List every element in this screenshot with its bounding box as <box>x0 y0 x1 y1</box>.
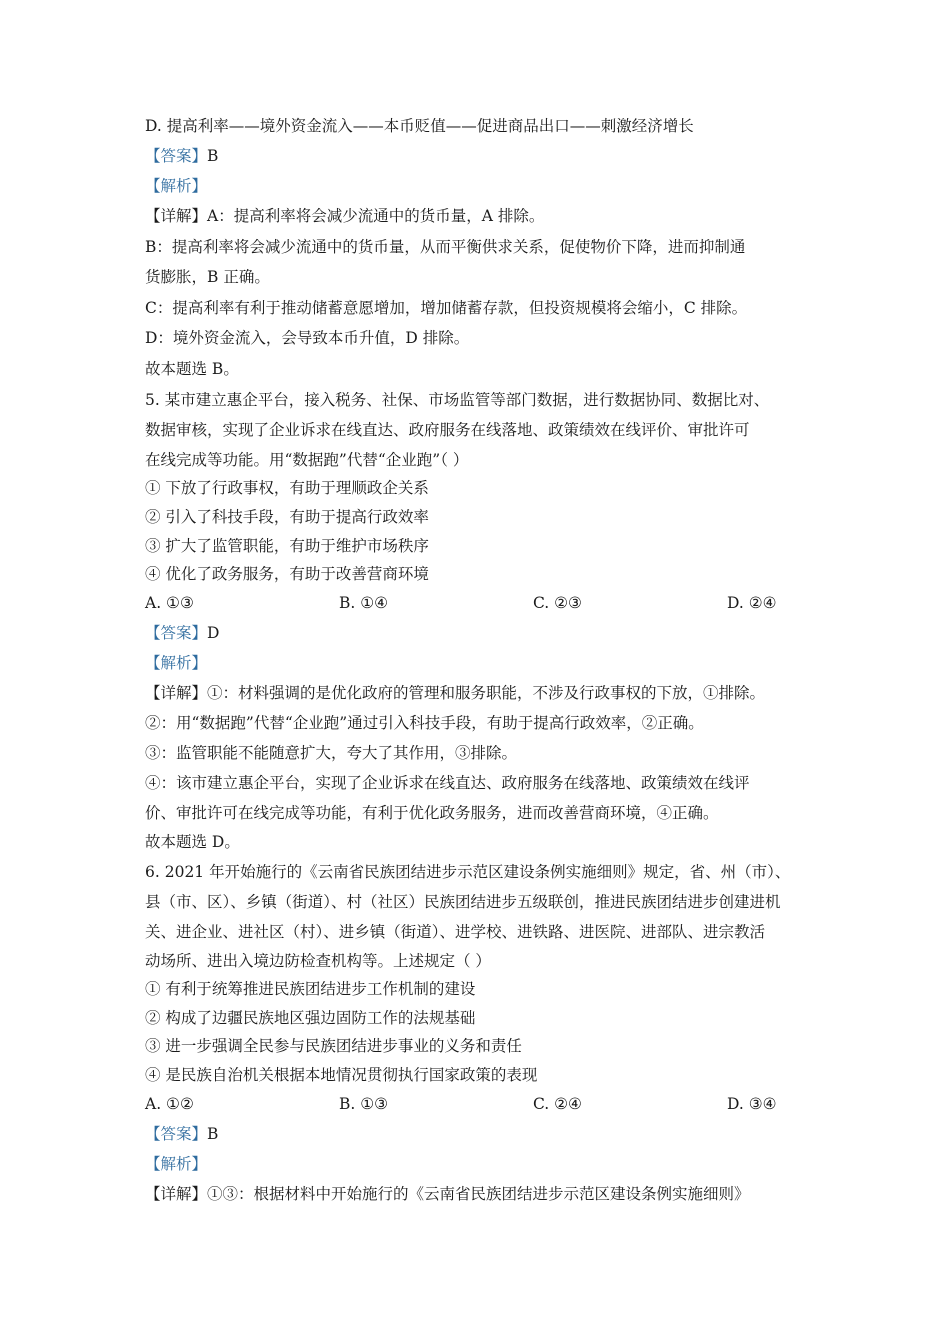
q5-choice-d: D. ②④ <box>727 594 777 612</box>
q6-stem-line2: 县（市、区）、乡镇（街道）、村（社区）民族团结进步五级联创，推进民族团结进步创建进机 <box>145 893 781 911</box>
answer-tag: 【答案】 <box>145 1125 208 1143</box>
q5-item-3: ③ 扩大了监管职能，有助于维护市场秩序 <box>145 537 429 555</box>
q4-answer <box>145 146 218 166</box>
q6-choice-b: B. ①③ <box>339 1095 389 1113</box>
q6-stem-line3: 关、进企业、进社区（村）、进乡镇（街道）、进学校、进铁路、进医院、进部队、进宗教活 <box>145 923 766 941</box>
q4-analysis-tag: 【解析】 <box>145 177 208 195</box>
answer-value: D <box>207 624 220 642</box>
q5-detail-1: 【详解】①：材料强调的是优化政府的管理和服务职能，不涉及行政事权的下放，①排除。 <box>145 684 766 702</box>
q6-answer <box>145 1124 218 1144</box>
q5-choice-c: C. ②③ <box>533 594 582 612</box>
detail-tag: 【详解】 <box>145 1185 208 1203</box>
q6-item-4: ④ 是民族自治机关根据本地情况贯彻执行国家政策的表现 <box>145 1066 538 1084</box>
q6-stem-line1: 6. 2021 年开始施行的《云南省民族团结进步示范区建设条例实施细则》规定，省、州（市）、 <box>145 863 791 881</box>
q5-item-4: ④ 优化了政务服务，有助于改善营商环境 <box>145 565 429 583</box>
q6-choice-d: D. ③④ <box>727 1095 777 1113</box>
q6-analysis-tag: 【解析】 <box>145 1155 208 1173</box>
q4-detail-d: D：境外资金流入，会导致本币升值，D 排除。 <box>145 329 470 347</box>
q5-detail-3: ③：监管职能不能随意扩大，夸大了其作用，③排除。 <box>145 744 518 762</box>
detail-tag: 【详解】 <box>145 684 208 702</box>
answer-value: B <box>207 1125 219 1143</box>
q5-choice-a: A. ①③ <box>145 594 194 612</box>
q4-detail-b2: 货膨胀，B 正确。 <box>145 268 270 286</box>
detail-tag: 【详解】 <box>145 207 208 225</box>
q5-detail-4a: ④：该市建立惠企平台，实现了企业诉求在线直达、政府服务在线落地、政策绩效在线评 <box>145 774 750 792</box>
q5-item-1: ① 下放了行政事权，有助于理顺政企关系 <box>145 479 429 497</box>
answer-tag: 【答案】 <box>145 624 208 642</box>
answer-value: B <box>207 147 219 165</box>
q5-stem-line1: 5. 某市建立惠企平台，接入税务、社保、市场监管等部门数据，进行数据协同、数据比对、 <box>145 391 770 409</box>
q6-choice-a: A. ①② <box>145 1095 194 1113</box>
q5-choice-b: B. ①④ <box>339 594 389 612</box>
q4-detail-b1: B：提高利率将会减少流通中的货币量，从而平衡供求关系，促使物价下降，进而抑制通 <box>145 238 746 256</box>
q6-choice-c: C. ②④ <box>533 1095 582 1113</box>
q6-item-3: ③ 进一步强调全民参与民族团结进步事业的义务和责任 <box>145 1037 522 1055</box>
q4-conclusion: 故本题选 B。 <box>145 360 239 378</box>
q6-detail-1: 【详解】①③：根据材料中开始施行的《云南省民族团结进步示范区建设条例实施细则》 <box>145 1185 750 1203</box>
q5-detail-4b: 价、审批许可在线完成等功能，有利于优化政务服务，进而改善营商环境，④正确。 <box>145 804 719 822</box>
q5-conclusion: 故本题选 D。 <box>145 833 240 851</box>
q5-item-2: ② 引入了科技手段，有助于提高行政效率 <box>145 508 429 526</box>
q4-detail-c: C：提高利率有利于推动储蓄意愿增加，增加储蓄存款，但投资规模将会缩小，C 排除。 <box>145 299 748 317</box>
q6-item-1: ① 有利于统筹推进民族团结进步工作机制的建设 <box>145 980 476 998</box>
q4-detail-a: 【详解】A：提高利率将会减少流通中的货币量，A 排除。 <box>145 207 545 225</box>
q5-stem-line2: 数据审核，实现了企业诉求在线直达、政府服务在线落地、政策绩效在线评价、审批许可 <box>145 421 750 439</box>
answer-tag: 【答案】 <box>145 147 208 165</box>
q4-option-d: D. 提高利率——境外资金流入——本币贬值——促进商品出口——刺激经济增长 <box>145 117 694 135</box>
q6-item-2: ② 构成了边疆民族地区强边固防工作的法规基础 <box>145 1009 476 1027</box>
q6-stem-line4: 动场所、进出入境边防检查机构等。上述规定（ ） <box>145 952 491 970</box>
q5-analysis-tag: 【解析】 <box>145 654 208 672</box>
q5-detail-2: ②：用“数据跑”代替“企业跑”通过引入科技手段，有助于提高行政效率，②正确。 <box>145 714 704 732</box>
q5-answer <box>145 623 219 643</box>
q5-stem-line3: 在线完成等功能。用“数据跑”代替“企业跑”（ ） <box>145 451 469 469</box>
